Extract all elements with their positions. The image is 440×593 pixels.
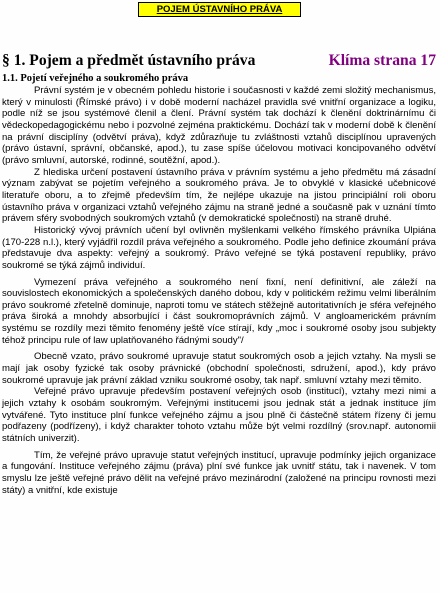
subsection-title: 1.1. Pojetí veřejného a soukromého práva [2, 73, 189, 84]
paragraph: Tím, že veřejné právo upravuje statut veřejných institucí, upravuje podmínky jejich organizace a fungování. Instituce veřejného zájmu (práva) plní své funkce jak uvnitř státu, tak i navenek. V tom smyslu lze ještě veřejné právo dělit na veřejné právo mezinárodní (založené na principu rovnosti mezi státy) a vnitřní, kde existuje [2, 449, 436, 496]
paragraph: Vymezení práva veřejného a soukromého není fixní, není definitivní, ale záleží na souvislostech ekonomických a společenských daného dobou, kdy v politickém režimu velmi liberálním právo soukromé zřetelně dominuje, naproti tomu ve státech stěžejně autoritativních je sféra veřejného práva široká a mnohdy absorbující i část soukromoprávních zájmů. V angloamerickém právním systému se rozdíly mezi těmito fenomény ještě více stírají, kdy „moc i soukromé osoby jsou subjekty téhož principu rule of law uplatňovaného řádnými soudy"/ [2, 276, 436, 346]
paragraph: Veřejné právo upravuje především postavení veřejných osob (institucí), vztahy mezi nimi a jejich vztahy k osobám soukromým. Veřejnými institucemi jsou jednak stát a jednak instituce jím vytvářené. Tyto instituce plní funkce veřejného zájmu a jsou plně či částečně státem řízeny či jemu podřazeny (podřízeny), i když charakter tohoto vztahu může být velmi rozdílný (srov.např. autonomii státních univerzit). [2, 386, 436, 445]
paragraph: Obecně vzato, právo soukromé upravuje statut soukromých osob a jejich vztahy. Na mysli se mají jak osoby fyzické tak osoby právnické (obchodní společnosti, sdružení, apod.), kdy právo soukromé upravuje jak právní základ vzniku soukromé osoby, tak např. smluvní vztahy mezi těmito. [2, 351, 436, 386]
source-reference: Klíma strana 17 [328, 52, 436, 69]
paragraph: Z hlediska určení postavení ústavního práva v právním systému a jeho předmětu má zásadní význam zabývat se pojetím veřejného a soukromého práva. Je to obvyklé v klasické učebnicové literatuře oboru, a to zřejmě především tím, že nejlépe ukazuje na jistou principiální roli oboru ústavního práva v organizaci vztahů veřejného zájmu na straně jedné a současně pak v uznání tímto právem sféry svobodných soukromých vztahů (v demokratické společnosti) na straně druhé. [2, 166, 436, 225]
section-title: § 1. Pojem a předmět ústavního práva [2, 52, 256, 69]
chapter-banner: POJEM ÚSTAVNÍHO PRÁVA [138, 2, 301, 17]
paragraph: Právní systém je v obecném pohledu historie i současnosti v každé zemi složitý mechanismus, který v minulosti (Římské právo) i v době moderní nacházel pravidla své vnitřní organizace a logiku, podle níž se jsou systémové členil a člení. Právní systém tak dochází k členění doktrinárnímu či vědeckopedagogickému nebo i pozvolné zejména praktickému. Dochází tak v moderní době k členění na právní disciplíny (odvětví práva), když zdůrazňuje tu zvláštnosti vztahů disciplínou upravených (právo ústavní, správní, občanské, apod.), tu zase spíše účelovou motivaci koncipovaného odvětví (právo smluvní, autorské, rodinné, soutěžní, apod.). [2, 85, 436, 166]
section-heading [2, 51, 438, 71]
paragraph: Historický vývoj právních učení byl ovlivněn myšlenkami velkého římského právníka Ulpiána (170-228 n.l.), který vyjádřil rozdíl práva veřejného a soukromého. Podle jeho definice zkoumání práva představuje dva aspekty: veřejný a soukromý. Právo veřejné se týká postavení republiky, právo soukromé se týká zájmů individuí. [2, 224, 436, 271]
body-text [2, 85, 436, 496]
